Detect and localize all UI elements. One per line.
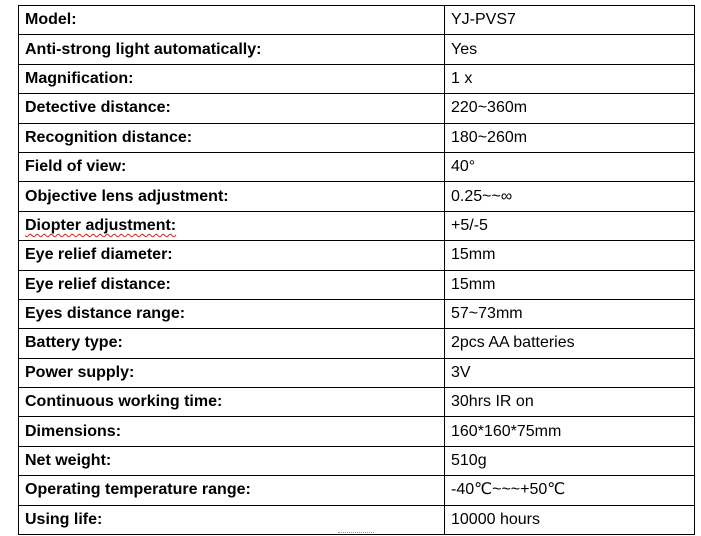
spec-row [19, 64, 695, 93]
spec-value: 57~73mm [451, 305, 523, 323]
spec-label: Detective distance: [25, 99, 171, 117]
spec-row [19, 505, 695, 534]
spec-label-cell [19, 446, 445, 475]
spec-label-cell [19, 152, 445, 181]
spec-value-cell [445, 358, 695, 387]
spec-label: Model: [25, 11, 77, 29]
spec-value-cell [445, 152, 695, 181]
spec-table-body [19, 6, 695, 535]
spec-label-cell [19, 64, 445, 93]
spec-value-cell [445, 388, 695, 417]
spec-label-cell [19, 6, 445, 35]
spec-label: Diopter adjustment: [25, 216, 177, 234]
spec-label: Operating temperature range: [25, 481, 251, 499]
spec-value: -40℃~~~+50℃ [451, 481, 566, 499]
spec-value-cell [445, 329, 695, 358]
spec-value: 2pcs AA batteries [451, 334, 575, 352]
spec-value: 15mm [451, 275, 496, 293]
spec-value: 40° [451, 158, 476, 176]
spec-row [19, 446, 695, 475]
spec-value-cell [445, 270, 695, 299]
spec-value: 15mm [451, 246, 496, 264]
spec-value-cell [445, 505, 695, 534]
spec-row [19, 152, 695, 181]
spec-value: 1 x [451, 69, 473, 87]
spec-label: Eye relief diameter: [25, 246, 173, 264]
page-footer-mark [338, 532, 374, 534]
spec-label-cell [19, 299, 445, 328]
spec-label-cell [19, 388, 445, 417]
spec-label-cell [19, 358, 445, 387]
spec-value-cell [445, 94, 695, 123]
spec-row [19, 241, 695, 270]
spec-label: Anti-strong light automatically: [25, 40, 262, 58]
spec-value: 30hrs IR on [451, 393, 534, 411]
spec-row [19, 417, 695, 446]
spec-row [19, 299, 695, 328]
spec-value: YJ-PVS7 [451, 11, 516, 29]
spec-label: Using life: [25, 510, 103, 528]
spec-label: Power supply: [25, 363, 135, 381]
spec-label-cell [19, 476, 445, 505]
spec-label: Eyes distance range: [25, 305, 186, 323]
spec-value: 160*160*75mm [451, 422, 562, 440]
spec-row [19, 358, 695, 387]
spec-value: 180~260m [451, 128, 528, 146]
spec-label-cell [19, 182, 445, 211]
spec-row [19, 388, 695, 417]
spec-value-cell [445, 123, 695, 152]
spec-table [18, 5, 695, 535]
spec-label-cell [19, 94, 445, 123]
spec-value: 3V [451, 363, 471, 381]
spec-label: Battery type: [25, 334, 123, 352]
spec-row [19, 123, 695, 152]
spec-value-cell [445, 6, 695, 35]
spec-label: Objective lens adjustment: [25, 187, 229, 205]
spec-row [19, 270, 695, 299]
spec-value-cell [445, 417, 695, 446]
spec-value: 220~360m [451, 99, 528, 117]
spec-label-cell [19, 505, 445, 534]
spec-row [19, 182, 695, 211]
spec-label: Recognition distance: [25, 128, 193, 146]
spec-label-cell [19, 270, 445, 299]
spec-value-cell [445, 446, 695, 475]
spec-row [19, 94, 695, 123]
spec-label-cell [19, 123, 445, 152]
spec-label: Net weight: [25, 452, 112, 470]
spec-value-cell [445, 35, 695, 64]
spec-value-cell [445, 299, 695, 328]
spec-label: Eye relief distance: [25, 275, 171, 293]
spec-label-cell [19, 211, 445, 240]
spec-row [19, 211, 695, 240]
spec-value: 510g [451, 452, 487, 470]
spec-label: Magnification: [25, 69, 134, 87]
spec-value-cell [445, 241, 695, 270]
spec-label-cell [19, 329, 445, 358]
spec-row [19, 329, 695, 358]
spec-row [19, 35, 695, 64]
spec-row [19, 476, 695, 505]
spec-label: Continuous working time: [25, 393, 223, 411]
spec-value-cell [445, 182, 695, 211]
spec-label: Dimensions: [25, 422, 122, 440]
spec-value-cell [445, 476, 695, 505]
spec-value: 10000 hours [451, 510, 540, 528]
spec-label-cell [19, 417, 445, 446]
spec-value-cell [445, 64, 695, 93]
spec-row [19, 6, 695, 35]
spec-value: +5/-5 [451, 216, 488, 234]
spec-value: 0.25~~∞ [451, 187, 513, 205]
spec-value-cell [445, 211, 695, 240]
spec-label-cell [19, 241, 445, 270]
spec-value: Yes [451, 40, 478, 58]
spec-label: Field of view: [25, 158, 127, 176]
spec-label-cell [19, 35, 445, 64]
